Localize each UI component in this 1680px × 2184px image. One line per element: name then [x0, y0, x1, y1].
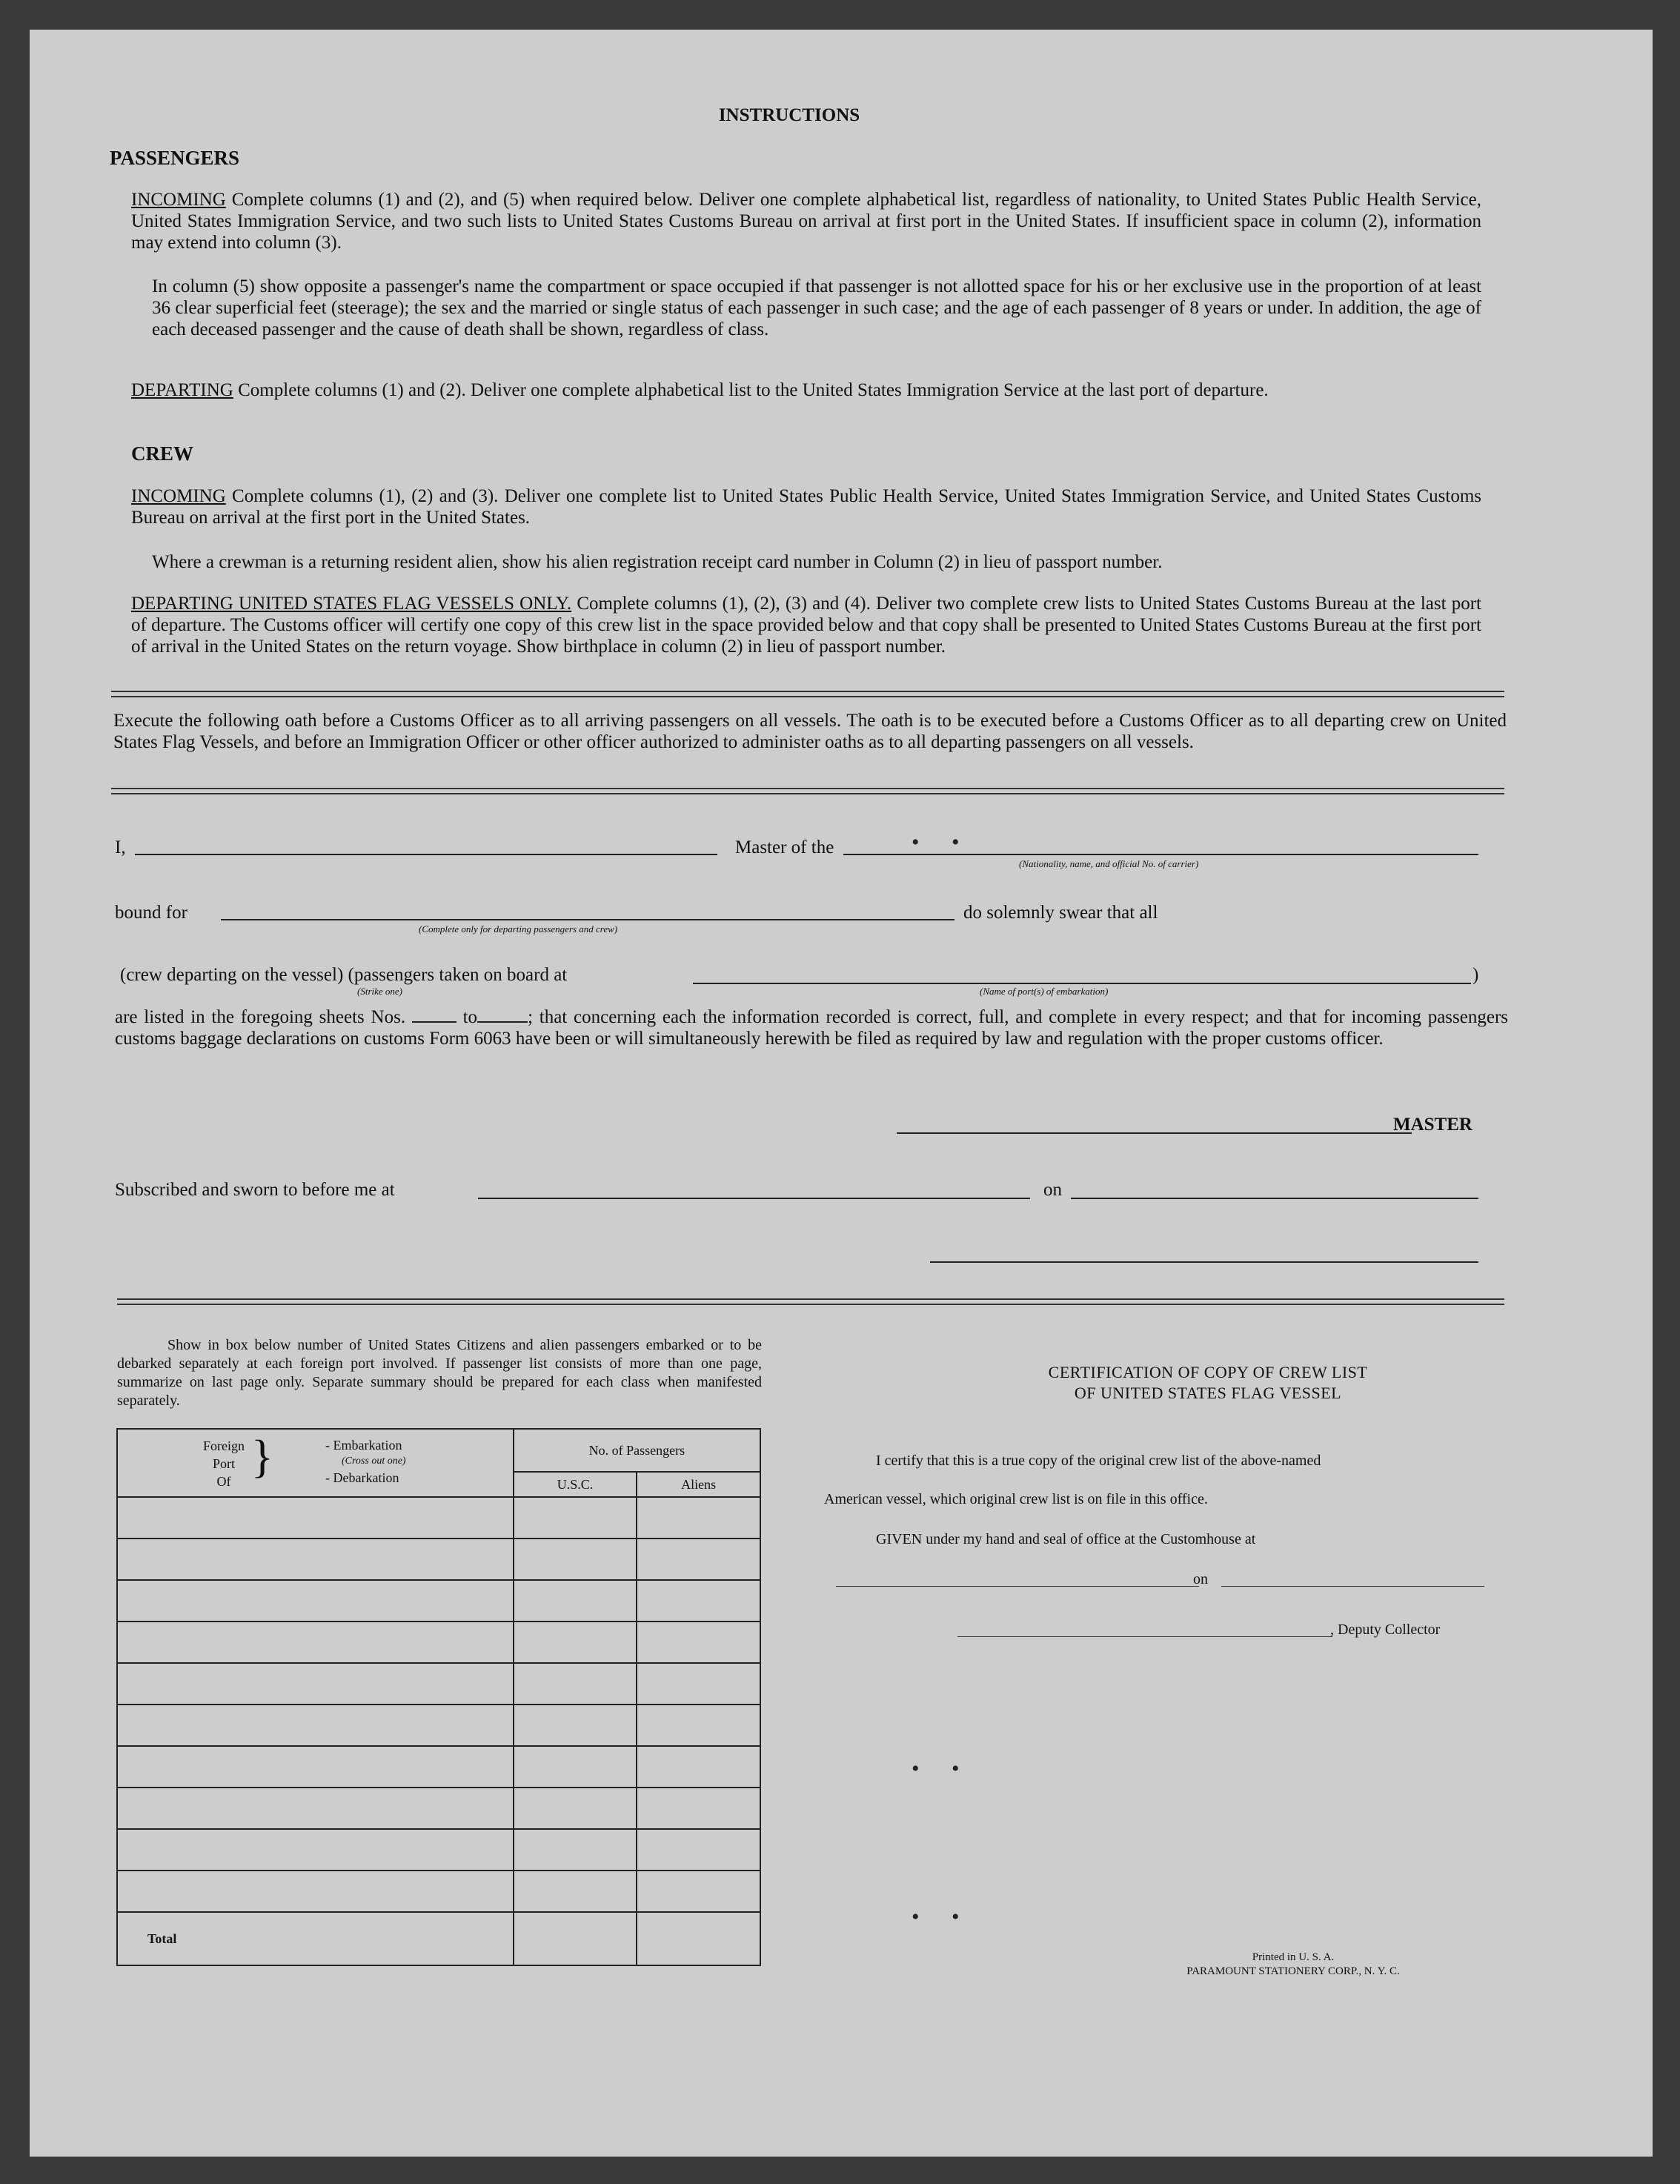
of-line: Of [216, 1474, 231, 1489]
cert-on-label: on [1193, 1571, 1208, 1587]
crew-departing-text: Complete columns (1), (2), (3) and (4). Deliver two complete crew lists to United States Customs Bureau at the last port of departure. The Customs officer will certify one copy of this crew list in the space provided below and that copy shall be presented to United States Customs Bureau at the first port of arrival in the United States on the return voyage. Show birthplace in column (2) in lieu of passport number. [131, 594, 1481, 657]
certification-heading-line2: OF UNITED STATES FLAG VESSEL [1074, 1384, 1342, 1402]
sworn-on-label: on [1043, 1180, 1062, 1200]
port-cell[interactable] [117, 1497, 514, 1539]
sworn-date-line[interactable] [1071, 1198, 1478, 1199]
printer-line2: PARAMOUNT STATIONERY CORP., N. Y. C. [1186, 1965, 1400, 1977]
aliens-cell[interactable] [637, 1788, 760, 1829]
strike-caption: (Strike one) [357, 986, 403, 997]
table-row [117, 1580, 760, 1622]
port-cell[interactable] [117, 1788, 514, 1829]
crew-incoming-text: Complete columns (1), (2) and (3). Deliver one complete list to United States Public Health Service, United States Immigration Service, and United States Customs Bureau on arrival at the first port in the United States. [131, 486, 1481, 528]
crew-incoming-paragraph [131, 485, 1481, 528]
summary-instructions: Show in box below number of United States Citizens and alien passengers embarked or to be debarked separately at each foreign port involved. If passenger list consists of more than one page, summarize on last page only. Separate summary should be prepared for each class when manifested separately. [117, 1337, 762, 1409]
usc-cell[interactable] [514, 1580, 637, 1622]
nationality-caption: (Nationality, name, and official No. of carrier) [1019, 858, 1199, 869]
master-of-label: Master of the [735, 837, 834, 857]
usc-cell[interactable] [514, 1539, 637, 1580]
cross-out-caption: (Cross out one) [342, 1456, 406, 1467]
table-row [117, 1829, 760, 1871]
sheet-to-line[interactable] [477, 1021, 528, 1023]
crew-departing-paragraph [131, 593, 1481, 657]
no-of-passengers-header: No. of Passengers [514, 1429, 760, 1472]
subscribed-label: Subscribed and sworn to before me at [115, 1180, 395, 1200]
sworn-place-line[interactable] [478, 1198, 1030, 1199]
port-cell[interactable] [117, 1580, 514, 1622]
aliens-cell[interactable] [637, 1580, 760, 1622]
usc-cell[interactable] [514, 1788, 637, 1829]
table-row [117, 1663, 760, 1705]
port-cell[interactable] [117, 1663, 514, 1705]
aliens-cell[interactable] [637, 1497, 760, 1539]
aliens-cell[interactable] [637, 1539, 760, 1580]
punch-dot-group: • • [912, 830, 973, 854]
passengers-heading: PASSENGERS [110, 147, 240, 169]
crew-heading: CREW [131, 442, 194, 465]
usc-cell[interactable] [514, 1871, 637, 1912]
deputy-collector-line[interactable] [957, 1636, 1332, 1637]
usc-header: U.S.C. [514, 1472, 637, 1497]
total-row [117, 1912, 760, 1965]
bound-for-label: bound for [115, 903, 187, 923]
certification-heading-line1: CERTIFICATION OF COPY OF CREW LIST [1048, 1363, 1368, 1381]
port-cell[interactable] [117, 1705, 514, 1746]
usc-cell[interactable] [514, 1622, 637, 1663]
table-row [117, 1871, 760, 1912]
port-cell[interactable] [117, 1829, 514, 1871]
table-row [117, 1622, 760, 1663]
total-label: Total [117, 1912, 514, 1965]
listed-text: ; that concerning each the information recorded is correct, full, and complete in every respect; and that for incoming passengers customs baggage declarations on customs Form 6063 have been or will simultaneously herewith be filed as required by law and regulation with the proper customs officer. [115, 1007, 1509, 1049]
aliens-header: Aliens [637, 1472, 760, 1497]
passengers-incoming-text: Complete columns (1) and (2), and (5) when required below. Deliver one complete alphabetical list, regardless of nationality, to United States Public Health Service, United States Immigration Service, and two such lists to United States Customs Bureau on arrival at first port in the United States. If insufficient space in column (2), information may extend into column (3). [131, 190, 1481, 253]
usc-cell[interactable] [514, 1705, 637, 1746]
table-row [117, 1705, 760, 1746]
usc-cell[interactable] [514, 1497, 637, 1539]
oath-i-label: I, [115, 837, 126, 857]
passengers-departing-text: Complete columns (1) and (2). Deliver one complete alphabetical list to the United States Immigration Service at the last port of departure. [233, 380, 1269, 400]
to-label: to [462, 1007, 478, 1027]
document-sheet [30, 30, 1653, 2157]
port-cell[interactable] [117, 1622, 514, 1663]
oath-divider [111, 788, 1504, 794]
total-aliens-cell[interactable] [637, 1912, 760, 1965]
embark-debark-labels [325, 1437, 406, 1486]
aliens-cell[interactable] [637, 1746, 760, 1788]
crew-departing-label: DEPARTING UNITED STATES FLAG VESSELS ONLY. [131, 594, 572, 614]
crew-incoming-label: INCOMING [131, 486, 226, 506]
ports-caption: (Name of port(s) of embarkation) [980, 986, 1109, 997]
port-cell[interactable] [117, 1746, 514, 1788]
swear-label: do solemnly swear that all [963, 903, 1158, 923]
punch-dot-group: • • [912, 1756, 973, 1781]
embarkation-label: - Embarkation [325, 1438, 402, 1453]
aliens-cell[interactable] [637, 1622, 760, 1663]
printer-imprint [1126, 1951, 1460, 1979]
debarkation-label: - Debarkation [325, 1470, 399, 1485]
port-line: Port [212, 1456, 235, 1471]
certification-heading [919, 1362, 1497, 1404]
aliens-cell[interactable] [637, 1663, 760, 1705]
port-cell[interactable] [117, 1539, 514, 1580]
section-divider [111, 691, 1504, 697]
usc-cell[interactable] [514, 1663, 637, 1705]
passenger-summary-table [116, 1428, 761, 1966]
aliens-cell[interactable] [637, 1705, 760, 1746]
total-usc-cell[interactable] [514, 1912, 637, 1965]
master-name-line[interactable] [135, 854, 717, 855]
master-label: MASTER [1393, 1115, 1473, 1135]
lower-divider [117, 1298, 1504, 1305]
aliens-cell[interactable] [637, 1829, 760, 1871]
table-row [117, 1788, 760, 1829]
listed-paragraph [115, 1006, 1508, 1049]
foreign-port-label [198, 1437, 250, 1490]
brace-glyph: } [251, 1432, 273, 1482]
close-paren: ) [1473, 965, 1479, 985]
passengers-departing-label: DEPARTING [131, 380, 233, 400]
cert-date-line[interactable] [1221, 1586, 1484, 1587]
passengers-incoming-paragraph [131, 189, 1481, 253]
oath-intro: Execute the following oath before a Customs Officer as to all arriving passengers on all vessels. The oath is to be executed before a Customs Officer as to all departing crew on United States Flag Vessels, and before an Immigration Officer or other officer authorized to administer oaths as to all departing passengers on all vessels. [113, 711, 1507, 752]
given-text: GIVEN under my hand and seal of office at the Customhouse at [876, 1531, 1256, 1547]
sheet-from-line[interactable] [412, 1021, 456, 1023]
crew-resident-paragraph: Where a crewman is a returning resident alien, show his alien registration receipt card number in Column (2) in lieu of passport number. [152, 552, 1163, 572]
deputy-collector-label: , Deputy Collector [1330, 1622, 1441, 1638]
bound-caption: (Complete only for departing passengers and crew) [419, 923, 618, 935]
column5-paragraph: In column (5) show opposite a passenger's name the compartment or space occupied if that passenger is not allotted space for his or her exclusive use in the proportion of at least 36 clear superficial feet (steerage); the sex and the married or single status of each passenger in such case; and the age of each passenger of 8 years or under. In addition, the age of each deceased passenger and the cause of death shall be shown, regardless of class. [152, 276, 1481, 339]
embarkation-port-line[interactable] [693, 983, 1471, 984]
customhouse-line[interactable] [836, 1586, 1199, 1587]
usc-cell[interactable] [514, 1746, 637, 1788]
passengers-departing-paragraph [131, 379, 1481, 401]
bound-for-line[interactable] [221, 919, 954, 920]
passengers-incoming-label: INCOMING [131, 190, 226, 210]
table-row [117, 1539, 760, 1580]
foreign-port-header [117, 1429, 514, 1497]
printer-line1: Printed in U. S. A. [1252, 1951, 1335, 1963]
officer-signature-line[interactable] [930, 1261, 1478, 1263]
listed-label: are listed in the foregoing sheets Nos. [115, 1007, 406, 1027]
table-row [117, 1497, 760, 1539]
master-signature-line[interactable] [897, 1132, 1412, 1134]
page-title: INSTRUCTIONS [718, 105, 860, 125]
foreign-line: Foreign [203, 1438, 245, 1453]
aliens-cell[interactable] [637, 1871, 760, 1912]
port-cell[interactable] [117, 1871, 514, 1912]
punch-dot-group: • • [912, 1905, 973, 1929]
american-vessel-text: American vessel, which original crew list is on file in this office. [824, 1491, 1208, 1507]
table-row [117, 1746, 760, 1788]
usc-cell[interactable] [514, 1829, 637, 1871]
crew-departing-label: (crew departing on the vessel) (passengers taken on board at [120, 965, 568, 985]
certify-text: I certify that this is a true copy of the original crew list of the above-named [876, 1453, 1321, 1469]
